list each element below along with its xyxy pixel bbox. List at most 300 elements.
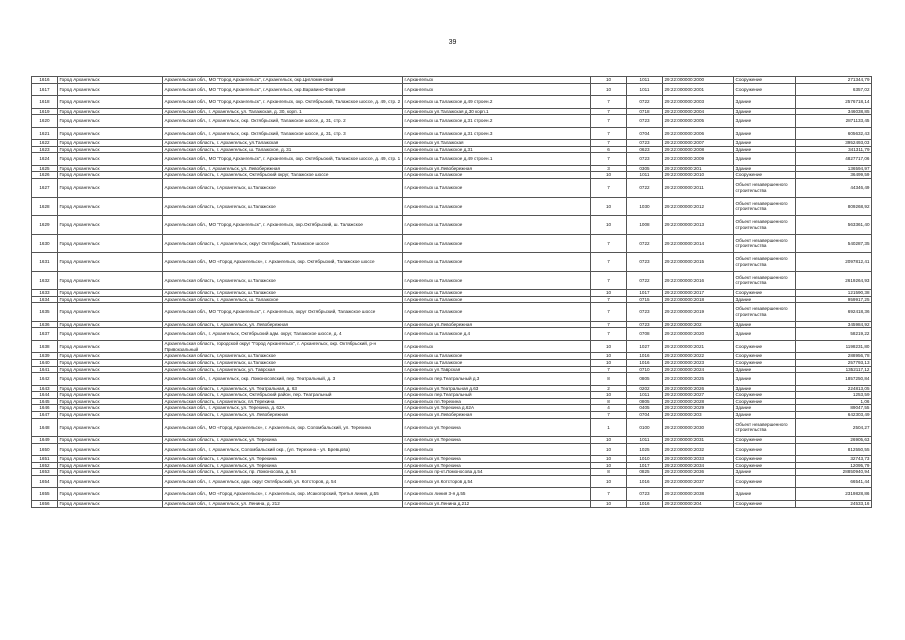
short-address-cell: г.Архангельск пл.Терехина [403, 398, 591, 405]
row-number-cell: 1633 [32, 290, 58, 297]
class-code-cell: 0710 [627, 366, 663, 373]
group-code-cell: 8 [591, 469, 627, 476]
group-code-cell: 2 [591, 385, 627, 392]
address-cell: Архангельская область, г. Архангельск, ш. Талажское, д. 31 [163, 146, 403, 153]
cadastral-number-cell: 29:22:000000:203 [663, 412, 734, 419]
object-type-cell: Объект незавершенного строительства [734, 271, 796, 290]
table-row [32, 146, 872, 153]
row-number-cell: 1617 [32, 83, 58, 96]
short-address-cell: г.Архангельск ш.Талажское [403, 216, 591, 235]
cadastral-value-cell: 692418,36 [796, 303, 872, 322]
object-type-cell: Объект незавершенного строительства [734, 234, 796, 253]
address-cell: Архангельская область, г.Архангельск, ш.Талажское [163, 359, 403, 366]
short-address-cell: г.Архангельск ш.Талажское [403, 359, 591, 366]
row-number-cell: 1621 [32, 127, 58, 140]
group-code-cell: 7 [591, 140, 627, 147]
municipality-cell: Город Архангельск [58, 500, 163, 507]
municipality-cell: Город Архангельск [58, 321, 163, 328]
cadastral-value-cell: 2319828,86 [796, 488, 872, 501]
object-type-cell: Здание [734, 373, 796, 386]
cadastral-number-cell: 29:22:000000:2008 [663, 146, 734, 153]
short-address-cell: г.Архангельск ш.Талажское д.49 строен.1 [403, 153, 591, 166]
group-code-cell: 4 [591, 405, 627, 412]
object-type-cell: Здание [734, 127, 796, 140]
row-number-cell: 1649 [32, 437, 58, 444]
short-address-cell: г.Архангельск ул.Левобережная [403, 165, 591, 172]
cadastral-value-cell: 66541,44 [796, 475, 872, 488]
row-number-cell: 1650 [32, 443, 58, 456]
cadastral-value-cell: 36499,59 [796, 172, 872, 179]
address-cell: Архангельская обл., МО "Город Архангельск", г. Архангельск, округ Октябрьский, Талажское шоссе [163, 303, 403, 322]
cadastral-number-cell: 29:22:000000:2019 [663, 303, 734, 322]
row-number-cell: 1636 [32, 321, 58, 328]
short-address-cell: г.Архангельск ш.Талажское [403, 253, 591, 272]
class-code-cell: 0805 [627, 398, 663, 405]
municipality-cell: Город Архангельск [58, 398, 163, 405]
class-code-cell: 0723 [627, 140, 663, 147]
municipality-cell: Город Архангельск [58, 216, 163, 235]
cadastral-value-cell: 12095,79 [796, 462, 872, 469]
table-row [32, 340, 872, 353]
table-row [32, 418, 872, 437]
row-number-cell: 1629 [32, 216, 58, 235]
address-cell: Архангельская обл., МО "Город Архангельск", г. Архангельск, окр.Октябрьский, ш. Талажское [163, 216, 403, 235]
row-number-cell: 1638 [32, 340, 58, 353]
address-cell: Архангельская область, г. Архангельск, округ Октябрьский, Талажское шоссе [163, 234, 403, 253]
object-type-cell: Здание [734, 146, 796, 153]
cadastral-value-cell: 1857250,84 [796, 373, 872, 386]
cadastral-value-cell: 563361,40 [796, 216, 872, 235]
municipality-cell: Город Архангельск [58, 488, 163, 501]
municipality-cell: Город Архангельск [58, 412, 163, 419]
class-code-cell: 0723 [627, 321, 663, 328]
class-code-cell: 1017 [627, 462, 663, 469]
cadastral-value-cell: 2871133,45 [796, 115, 872, 128]
short-address-cell: г.Архангельск [403, 77, 591, 84]
group-code-cell: 8 [591, 373, 627, 386]
registry-body [32, 77, 872, 508]
municipality-cell: Город Архангельск [58, 385, 163, 392]
group-code-cell: 10 [591, 216, 627, 235]
row-number-cell: 1646 [32, 405, 58, 412]
table-row [32, 83, 872, 96]
row-number-cell: 1634 [32, 296, 58, 303]
cadastral-value-cell: 1352117,12 [796, 366, 872, 373]
group-code-cell: 10 [591, 359, 627, 366]
group-code-cell: 7 [591, 253, 627, 272]
municipality-cell: Город Архангельск [58, 437, 163, 444]
table-row [32, 385, 872, 392]
municipality-cell: Город Архангельск [58, 366, 163, 373]
municipality-cell: Город Архангельск [58, 165, 163, 172]
short-address-cell: г.Архангельск пер.Театральный д.3 [403, 373, 591, 386]
table-row [32, 443, 872, 456]
municipality-cell: Город Архангельск [58, 456, 163, 463]
cadastral-number-cell: 29:22:000000:2005 [663, 115, 734, 128]
class-code-cell: 1017 [627, 290, 663, 297]
row-number-cell: 1654 [32, 475, 58, 488]
group-code-cell: 7 [591, 303, 627, 322]
municipality-cell: Город Архангельск [58, 418, 163, 437]
group-code-cell: 7 [591, 412, 627, 419]
cadastral-value-cell: 540287,35 [796, 234, 872, 253]
class-code-cell: 0723 [627, 303, 663, 322]
cadastral-value-cell: 28850940,94 [796, 469, 872, 476]
cadastral-value-cell: 224813,05 [796, 385, 872, 392]
address-cell: Архангельская область, г. Архангельск, ш. Талажское [163, 296, 403, 303]
table-row [32, 488, 872, 501]
cadastral-value-cell: 4827717,06 [796, 153, 872, 166]
class-code-cell: 0723 [627, 115, 663, 128]
row-number-cell: 1655 [32, 488, 58, 501]
short-address-cell: г.Архангельск ул.Талажская [403, 140, 591, 147]
table-row [32, 366, 872, 373]
cadastral-value-cell: 89047,55 [796, 405, 872, 412]
cadastral-number-cell: 29:22:000000:2026 [663, 385, 734, 392]
municipality-cell: Город Архангельск [58, 290, 163, 297]
object-type-cell: Здание [734, 140, 796, 147]
cadastral-value-cell: 3952493,03 [796, 140, 872, 147]
cadastral-number-cell: 29:22:000000:2000 [663, 77, 734, 84]
short-address-cell: г.Архангельск ул.Талажская д.30 корп.1 [403, 108, 591, 115]
object-type-cell: Здание [734, 165, 796, 172]
row-number-cell: 1631 [32, 253, 58, 272]
row-number-cell: 1637 [32, 328, 58, 341]
group-code-cell: 7 [591, 488, 627, 501]
municipality-cell: Город Архангельск [58, 127, 163, 140]
row-number-cell: 1625 [32, 165, 58, 172]
group-code-cell: 7 [591, 296, 627, 303]
cadastral-value-cell: 2619264,93 [796, 271, 872, 290]
object-type-cell: Здание [734, 96, 796, 109]
municipality-cell: Город Архангельск [58, 340, 163, 353]
table-row [32, 392, 872, 399]
cadastral-value-cell: 2504,27 [796, 418, 872, 437]
address-cell: Архангельская область, г.Архангельск, ш.Талажское [163, 290, 403, 297]
cadastral-number-cell: 29:22:000000:2006 [663, 127, 734, 140]
table-row [32, 179, 872, 198]
short-address-cell: г.Архангельск ул.Ленина д.212 [403, 500, 591, 507]
short-address-cell: г.Архангельск ул.Левобережная [403, 412, 591, 419]
row-number-cell: 1620 [32, 115, 58, 128]
row-number-cell: 1642 [32, 373, 58, 386]
address-cell: Архангельская обл., г. Архангельск, ул. Талажская, д. 30, корп. 1 [163, 108, 403, 115]
address-cell: Архангельская область, г.Архангельск, ш.Талажское [163, 271, 403, 290]
address-cell: Архангельская область, г. Архангельск, ул. Терехина [163, 456, 403, 463]
group-code-cell: 1 [591, 418, 627, 437]
group-code-cell: 10 [591, 437, 627, 444]
class-code-cell: 1011 [627, 392, 663, 399]
short-address-cell: г.Архангельск ш.Талажское д.4 [403, 328, 591, 341]
row-number-cell: 1652 [32, 462, 58, 469]
address-cell: Архангельская обл., МО «Город Архангельск», г. Архангельск, окр. Октябрьский, Талажское шоссе [163, 253, 403, 272]
municipality-cell: Город Архангельск [58, 359, 163, 366]
short-address-cell: г.Архангельск ул.Терехина д.62А [403, 405, 591, 412]
address-cell: Архангельская область, г.Архангельск, ш.Талажское [163, 179, 403, 198]
class-code-cell: 0715 [627, 296, 663, 303]
cadastral-number-cell: 29:22:000000:2012 [663, 197, 734, 216]
municipality-cell: Город Архангельск [58, 271, 163, 290]
address-cell: Архангельская обл., МО «Город Архангельск», г. Архангельск, окр. Соломбальский, ул. Терехина [163, 418, 403, 437]
class-code-cell: 0825 [627, 469, 663, 476]
address-cell: Архангельская область, г. Архангельск, ул. Театральная, д. 63 [163, 385, 403, 392]
class-code-cell: 1011 [627, 437, 663, 444]
object-type-cell: Сооружение [734, 353, 796, 360]
cadastral-number-cell: 29:22:000000:2023 [663, 359, 734, 366]
table-row [32, 153, 872, 166]
cadastral-number-cell: 29:22:000000:2028 [663, 398, 734, 405]
municipality-cell: Город Архангельск [58, 77, 163, 84]
group-code-cell: 7 [591, 108, 627, 115]
short-address-cell: г.Архангельск ул.Театральная д.63 [403, 385, 591, 392]
address-cell: Архангельская обл., МО "Город Архангельск", г. Архангельск, окр. Октябрьский, Талажское шоссе, д. 49, стр. 1 [163, 153, 403, 166]
address-cell: Архангельская обл., г. Архангельск, адм. округ Октябрьский, ул. Котсторов, д. 54 [163, 475, 403, 488]
table-row [32, 469, 872, 476]
short-address-cell: г.Архангельск ш.Талажское [403, 303, 591, 322]
group-code-cell: 3 [591, 165, 627, 172]
object-type-cell: Объект незавершенного строительства [734, 179, 796, 198]
class-code-cell: 0405 [627, 405, 663, 412]
group-code-cell: 10 [591, 83, 627, 96]
object-type-cell: Объект незавершенного строительства [734, 303, 796, 322]
table-row [32, 373, 872, 386]
cadastral-number-cell: 29:22:000000:2004 [663, 108, 734, 115]
cadastral-number-cell: 29:22:000000:2033 [663, 456, 734, 463]
class-code-cell: 0704 [627, 412, 663, 419]
table-row [32, 321, 872, 328]
municipality-cell: Город Архангельск [58, 469, 163, 476]
table-row [32, 234, 872, 253]
address-cell: Архангельская обл., г. Архангельск, ул. Терехина, д. 62А [163, 405, 403, 412]
object-type-cell: Сооружение [734, 437, 796, 444]
group-code-cell: 7 [591, 328, 627, 341]
municipality-cell: Город Архангельск [58, 197, 163, 216]
class-code-cell: 1011 [627, 172, 663, 179]
address-cell: Архангельская обл., МО "Город Архангельск", г.Архангельск, окр.Цигломенский [163, 77, 403, 84]
cadastral-value-cell: 257793,13 [796, 359, 872, 366]
group-code-cell: 7 [591, 321, 627, 328]
address-cell: Архангельская область, г. Архангельск, Октябрьский округ, Талажское шоссе [163, 172, 403, 179]
cadastral-value-cell: 1198231,80 [796, 340, 872, 353]
cadastral-number-cell: 29:22:000000:2024 [663, 366, 734, 373]
class-code-cell: 0305 [627, 165, 663, 172]
short-address-cell: г.Архангельск [403, 83, 591, 96]
short-address-cell: г.Архангельск ш.Талажское [403, 296, 591, 303]
cadastral-value-cell: 341311,79 [796, 146, 872, 153]
short-address-cell: г.Архангельск ул.Терехина [403, 437, 591, 444]
municipality-cell: Город Архангельск [58, 253, 163, 272]
cadastral-number-cell: 29:22:000000:2036 [663, 469, 734, 476]
address-cell: Архангельская обл., г. Архангельск, ул. Ленина, д. 212 [163, 500, 403, 507]
municipality-cell: Город Архангельск [58, 179, 163, 198]
row-number-cell: 1647 [32, 412, 58, 419]
cadastral-value-cell: 2097812,41 [796, 253, 872, 272]
class-code-cell: 1010 [627, 456, 663, 463]
class-code-cell: 0722 [627, 179, 663, 198]
class-code-cell: 1016 [627, 353, 663, 360]
address-cell: Архангельская обл., г. Архангельск, Соломбальский окр., (ул. Терехина - ул. Бревцова) [163, 443, 403, 456]
class-code-cell: 0704 [627, 127, 663, 140]
cadastral-number-cell: 29:22:000000:2038 [663, 488, 734, 501]
address-cell: Архангельская область, г. Архангельск, Октябрьский район, пер. Театральный [163, 392, 403, 399]
municipality-cell: Город Архангельск [58, 303, 163, 322]
cadastral-number-cell: 29:22:000000:201 [663, 165, 734, 172]
group-code-cell: 7 [591, 179, 627, 198]
row-number-cell: 1644 [32, 392, 58, 399]
group-code-cell: 10 [591, 290, 627, 297]
cadastral-value-cell: 346038,85 [796, 108, 872, 115]
table-row [32, 172, 872, 179]
object-type-cell: Здание [734, 412, 796, 419]
cadastral-value-cell: 2576718,14 [796, 96, 872, 109]
cadastral-number-cell: 29:22:000000:2032 [663, 443, 734, 456]
cadastral-value-cell: 136594,97 [796, 165, 872, 172]
cadastral-number-cell: 29:22:000000:2010 [663, 172, 734, 179]
address-cell: Архангельская обл., МО "Город Архангельск", г.Архангельск, окр.Варавино-Фактория [163, 83, 403, 96]
class-code-cell: 0723 [627, 488, 663, 501]
group-code-cell: 7 [591, 366, 627, 373]
table-row [32, 353, 872, 360]
table-row [32, 253, 872, 272]
class-code-cell: 1016 [627, 500, 663, 507]
cadastral-value-cell: 6357,02 [796, 83, 872, 96]
row-number-cell: 1656 [32, 500, 58, 507]
address-cell: Архангельская обл., г. Архангельск, окр. Октябрьский, Талажское шоссе, д. 31, стр. 2 [163, 115, 403, 128]
class-code-cell: 1016 [627, 475, 663, 488]
short-address-cell: г.Архангельск ш.Талажское [403, 179, 591, 198]
municipality-cell: Город Архангельск [58, 475, 163, 488]
municipality-cell: Город Архангельск [58, 83, 163, 96]
municipality-cell: Город Архангельск [58, 328, 163, 341]
class-code-cell: 0100 [627, 418, 663, 437]
row-number-cell: 1630 [32, 234, 58, 253]
class-code-cell: 1025 [627, 443, 663, 456]
cadastral-number-cell: 29:22:000000:2003 [663, 96, 734, 109]
object-type-cell: Сооружение [734, 340, 796, 353]
row-number-cell: 1643 [32, 385, 58, 392]
class-code-cell: 1030 [627, 197, 663, 216]
object-type-cell: Сооружение [734, 475, 796, 488]
municipality-cell: Город Архангельск [58, 353, 163, 360]
municipality-cell: Город Архангельск [58, 373, 163, 386]
class-code-cell: 1027 [627, 340, 663, 353]
object-type-cell: Здание [734, 296, 796, 303]
municipality-cell: Город Архангельск [58, 462, 163, 469]
object-type-cell: Сооружение [734, 359, 796, 366]
cadastral-value-cell: 58219,22 [796, 328, 872, 341]
group-code-cell: 10 [591, 172, 627, 179]
cadastral-number-cell: 29:22:000000:202 [663, 321, 734, 328]
class-code-cell: 1008 [627, 216, 663, 235]
short-address-cell: г.Архангельск линия 3-я д.55 [403, 488, 591, 501]
cadastral-number-cell: 29:22:000000:2034 [663, 462, 734, 469]
cadastral-number-cell: 29:22:000000:2037 [663, 475, 734, 488]
table-row [32, 359, 872, 366]
table-row [32, 271, 872, 290]
table-row [32, 296, 872, 303]
address-cell: Архангельская область, г. Архангельск, ул.Талажская [163, 140, 403, 147]
address-cell: Архангельская область, г.Архангельск, пл.Терехина [163, 398, 403, 405]
cadastral-value-cell: 271344,79 [796, 77, 872, 84]
class-code-cell: 0723 [627, 153, 663, 166]
row-number-cell: 1639 [32, 353, 58, 360]
object-type-cell: Здание [734, 115, 796, 128]
short-address-cell: г.Архангельск ул.Левобережная [403, 321, 591, 328]
group-code-cell: 7 [591, 127, 627, 140]
object-type-cell: Здание [734, 108, 796, 115]
object-type-cell: Сооружение [734, 290, 796, 297]
short-address-cell: г.Архангельск ул.Котсторов д.54 [403, 475, 591, 488]
row-number-cell: 1618 [32, 96, 58, 109]
row-number-cell: 1653 [32, 469, 58, 476]
table-row [32, 456, 872, 463]
cadastral-value-cell: 809268,92 [796, 197, 872, 216]
group-code-cell: 10 [591, 475, 627, 488]
cadastral-number-cell: 29:22:000000:2009 [663, 153, 734, 166]
object-type-cell: Здание [734, 328, 796, 341]
row-number-cell: 1623 [32, 146, 58, 153]
address-cell: Архангельская область, г. Архангельск, ул. Терехина [163, 462, 403, 469]
cadastral-value-cell: 605632,43 [796, 127, 872, 140]
row-number-cell: 1645 [32, 398, 58, 405]
class-code-cell: 0708 [627, 328, 663, 341]
cadastral-value-cell: 1253,59 [796, 392, 872, 399]
address-cell: Архангельская область, г.Архангельск, ул. Таврская [163, 366, 403, 373]
address-cell: Архангельская область, городской округ "Город Архангельск", г. Архангельск, окр. Октябрьский, р-н Привокзальный [163, 340, 403, 353]
address-cell: Архангельская обл., г. Архангельск, ул. Левобережная [163, 165, 403, 172]
short-address-cell: г.Архангельск ш.Талажское [403, 290, 591, 297]
cadastral-number-cell: 29:22:000000:2018 [663, 296, 734, 303]
row-number-cell: 1628 [32, 197, 58, 216]
cadastral-value-cell: 121590,38 [796, 290, 872, 297]
row-number-cell: 1627 [32, 179, 58, 198]
object-type-cell: Сооружение [734, 172, 796, 179]
table-row [32, 412, 872, 419]
municipality-cell: Город Архангельск [58, 108, 163, 115]
object-type-cell: Объект незавершенного строительства [734, 197, 796, 216]
table-row [32, 96, 872, 109]
cadastral-number-cell: 29:22:000000:204 [663, 500, 734, 507]
page-number: 39 [448, 39, 457, 46]
object-type-cell: Здание [734, 366, 796, 373]
table-row [32, 108, 872, 115]
group-code-cell: 10 [591, 500, 627, 507]
short-address-cell: г.Архангельск пр-кт.Ломоносова д.54 [403, 469, 591, 476]
short-address-cell: г.Архангельск ш.Талажское д.31 [403, 146, 591, 153]
cadastral-value-cell: 959917,25 [796, 296, 872, 303]
group-code-cell: 7 [591, 271, 627, 290]
short-address-cell: г.Архангельск ш.Талажское [403, 172, 591, 179]
address-cell: Архангельская область, г. Архангельск, ул. Левобережная [163, 412, 403, 419]
table-row [32, 197, 872, 216]
object-type-cell: Сооружение [734, 443, 796, 456]
municipality-cell: Город Архангельск [58, 234, 163, 253]
object-type-cell: Здание [734, 469, 796, 476]
row-number-cell: 1635 [32, 303, 58, 322]
short-address-cell: г.Архангельск ш.Талажское [403, 271, 591, 290]
group-code-cell: 10 [591, 392, 627, 399]
short-address-cell: г.Архангельск ш.Талажское д.49 строен.2 [403, 96, 591, 109]
short-address-cell: г.Архангельск [403, 340, 591, 353]
group-code-cell: 10 [591, 353, 627, 360]
cadastral-value-cell: 288956,78 [796, 353, 872, 360]
table-row [32, 500, 872, 507]
object-type-cell: Сооружение [734, 500, 796, 507]
row-number-cell: 1624 [32, 153, 58, 166]
table-row [32, 405, 872, 412]
cadastral-value-cell: 44346,49 [796, 179, 872, 198]
row-number-cell: 1640 [32, 359, 58, 366]
